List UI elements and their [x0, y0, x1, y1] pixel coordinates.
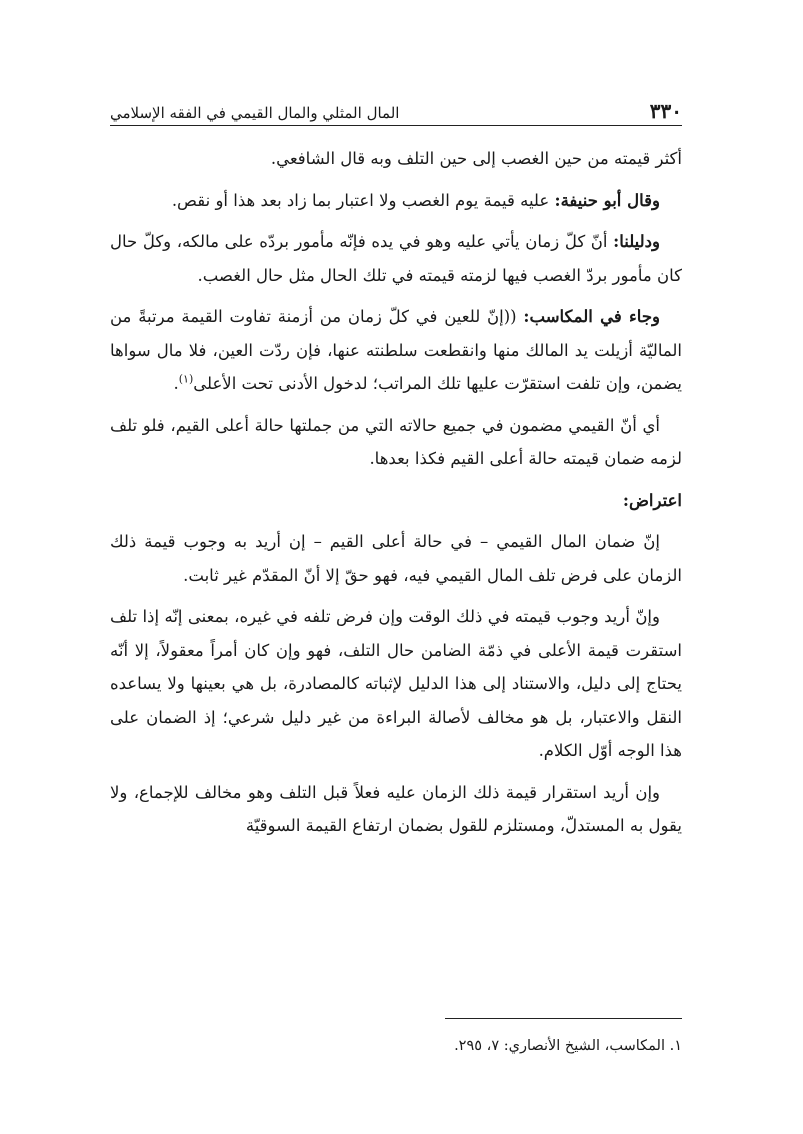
page-header [110, 92, 682, 126]
paragraph-explanation: أي أنّ القيمي مضمون في جميع حالاته التي من جملتها حالة أعلى القيم، فلو تلف لزمه ضمان قيمته حالة أعلى القيم فكذا بعدها. [110, 415, 682, 468]
body-text [110, 142, 682, 851]
footnote-reference[interactable]: (١) [178, 372, 194, 386]
paragraph-tail: . [173, 374, 179, 393]
paragraph-evidence [110, 225, 682, 292]
paragraph-lead: وجاء في المكاسب: [523, 307, 660, 326]
paragraph-objection-3: وإن أريد استقرار قيمة ذلك الزمان عليه فعلاً قبل التلف وهو مخالف للإجماع، ولا يقول به المستدلّ، ومستلزم للقول بضمان ارتفاع القيمة السوقيّة [110, 782, 682, 835]
paragraph-text: أنّ كلّ زمان يأتي عليه وهو في يده فإنّه مأمور بردّه على مالكه، وكلّ حال كان مأمور بردّ الغصب فيها لزمته قيمته في تلك الحال مثل حال الغصب. [110, 232, 682, 285]
page-number: ٣٣٠ [649, 99, 682, 123]
paragraph-1: أكثر قيمته من حين الغصب إلى حين التلف وبه قال الشافعي. [270, 149, 682, 168]
paragraph-lead: ودليلنا: [613, 232, 660, 251]
footnote: ١. المكاسب، الشيخ الأنصاري: ٧، ٢٩٥. [454, 1038, 682, 1054]
paragraph-objection-1: إنّ ضمان المال القيمي – في حالة أعلى القيم – إن أريد به وجوب قيمة ذلك الزمان على فرض تلف المال القيمي فيه، فهو حقّ إلا أنّ المقدّم غير ثابت. [110, 532, 682, 585]
paragraph-text: عليه قيمة يوم الغصب ولا اعتبار بما زاد بعد هذا أو نقص. [171, 190, 555, 210]
section-heading-objection: اعتراض: [622, 490, 682, 510]
footnote-divider [445, 1018, 682, 1019]
paragraph-abu-hanifa [110, 184, 682, 218]
paragraph-text: ((إنّ للعين في كلّ زمان من أزمنة تفاوت القيمة مرتبةً من الماليّة أزيلت يد المالك منها وانقطعت سلطنته عنها، فإن ردّت العين، فلا مال سواها يضمن، وإن تلفت استقرّت عليها تلك المراتب؛ لدخول الأدنى تحت الأعلى [110, 307, 682, 393]
paragraph-makasib-quote [110, 300, 682, 401]
running-title: المال المثلي والمال القيمي في الفقه الإسلامي [110, 104, 400, 122]
paragraph-lead: وقال أبو حنيفة: [554, 190, 660, 210]
paragraph-objection-2: وإنّ أريد وجوب قيمته في ذلك الوقت وإن فرض تلفه في غيره، بمعنى إنّه إذا تلف استقرت قيمة الأعلى في ذمّة الضامن حال التلف، فهو وإن كان أمراً معقولاً، إلا أنّه يحتاج إلى دليل، والاستناد إلى هذا الدليل لإثباته كالمصادرة، بل هي بعينها ولا يساعده النقل والاعتبار، بل هو مخالف لأصالة البراءة من غير دليل شرعي؛ إذ الضمان على هذا الوجه أوّل الكلام. [110, 607, 682, 760]
